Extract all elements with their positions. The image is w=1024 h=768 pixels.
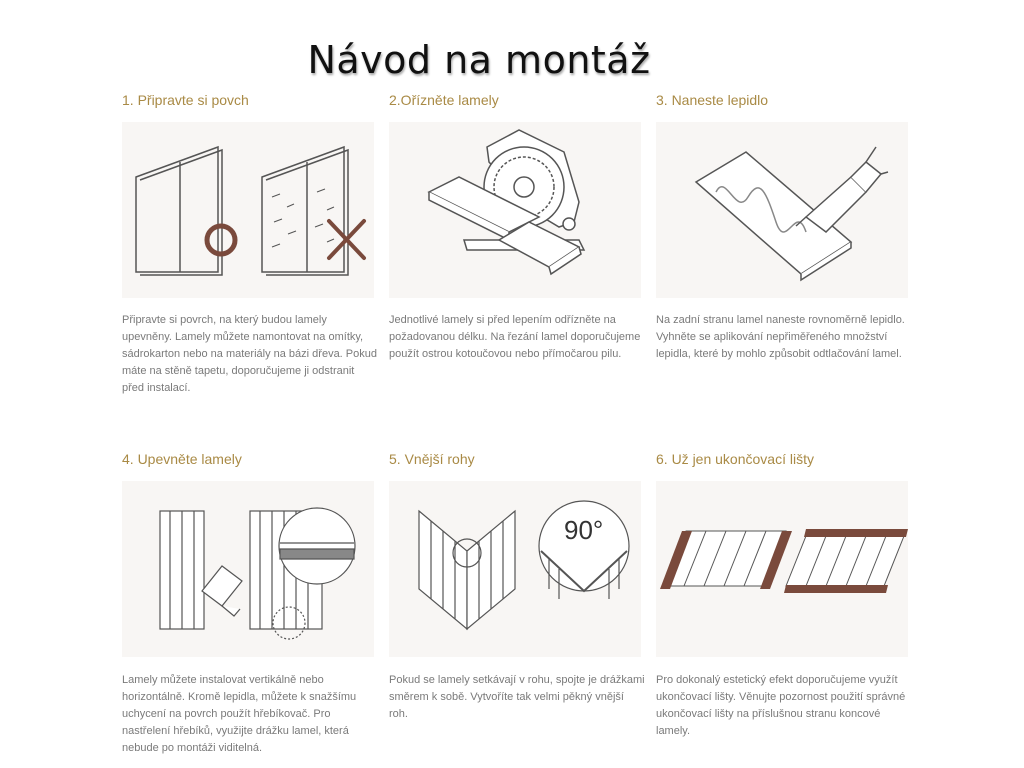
step-2-description: Jednotlivé lamely si před lepením odřízněte na požadovanou délku. Na řezání lamel doporučujeme použít ostrou kotoučovou nebo přímočarou pilu. xyxy=(389,314,641,360)
step-6-illustration xyxy=(656,481,908,657)
step-5-illustration xyxy=(389,481,641,657)
step-1-illustration xyxy=(122,122,374,298)
step-5-title: 5. Vnější rohy xyxy=(389,451,475,467)
step-3-illustration xyxy=(656,122,908,298)
step-5-description: Pokud se lamely setkávají v rohu, spojte je drážkami směrem k sobě. Vytvoříte tak velmi pěkný vnější roh. xyxy=(389,674,645,720)
step-1-title: 1. Připravte si povch xyxy=(122,92,249,108)
step-4-title: 4. Upevněte lamely xyxy=(122,451,242,467)
step-6-title: 6. Už jen ukončovací lišty xyxy=(656,451,814,467)
step-4-illustration xyxy=(122,481,374,657)
step-6-description: Pro dokonalý estetický efekt doporučujeme využít ukončovací lišty. Věnujte pozornost použití správné ukončovací lišty na příslušnou stranu koncové lamely. xyxy=(656,674,906,737)
angle-label: 90° xyxy=(564,515,604,545)
step-2-illustration xyxy=(389,122,641,298)
ok-circle-icon xyxy=(207,226,235,254)
step-3-description: Na zadní stranu lamel naneste rovnoměrně lepidlo. Vyhněte se aplikování nepřiměřeného množství lepidla, které by mohlo způsobit odtlačování lamel. xyxy=(656,314,905,360)
step-3-title: 3. Naneste lepidlo xyxy=(656,92,769,108)
step-2-title: 2.Ořízněte lamely xyxy=(389,92,499,108)
step-4-description: Lamely můžete instalovat vertikálně nebo horizontálně. Kromě lepidla, můžete k snažšímu uchycení na povrch použít hřebíkovač. Pro nastřelení hřebíků, využijte drážku lamel, která nebude po montáži viditelná. xyxy=(122,674,357,754)
page-title: Návod na montáž xyxy=(307,38,651,82)
step-1-description: Připravte si povrch, na který budou lamely upevněny. Lamely můžete namontovat na omítky, sádrokarton nebo na materiály na bázi dřeva. Pokud máte na stěně tapetu, doporučujeme ji odstranit před instalací. xyxy=(122,314,377,394)
wrong-cross-icon xyxy=(329,221,364,258)
